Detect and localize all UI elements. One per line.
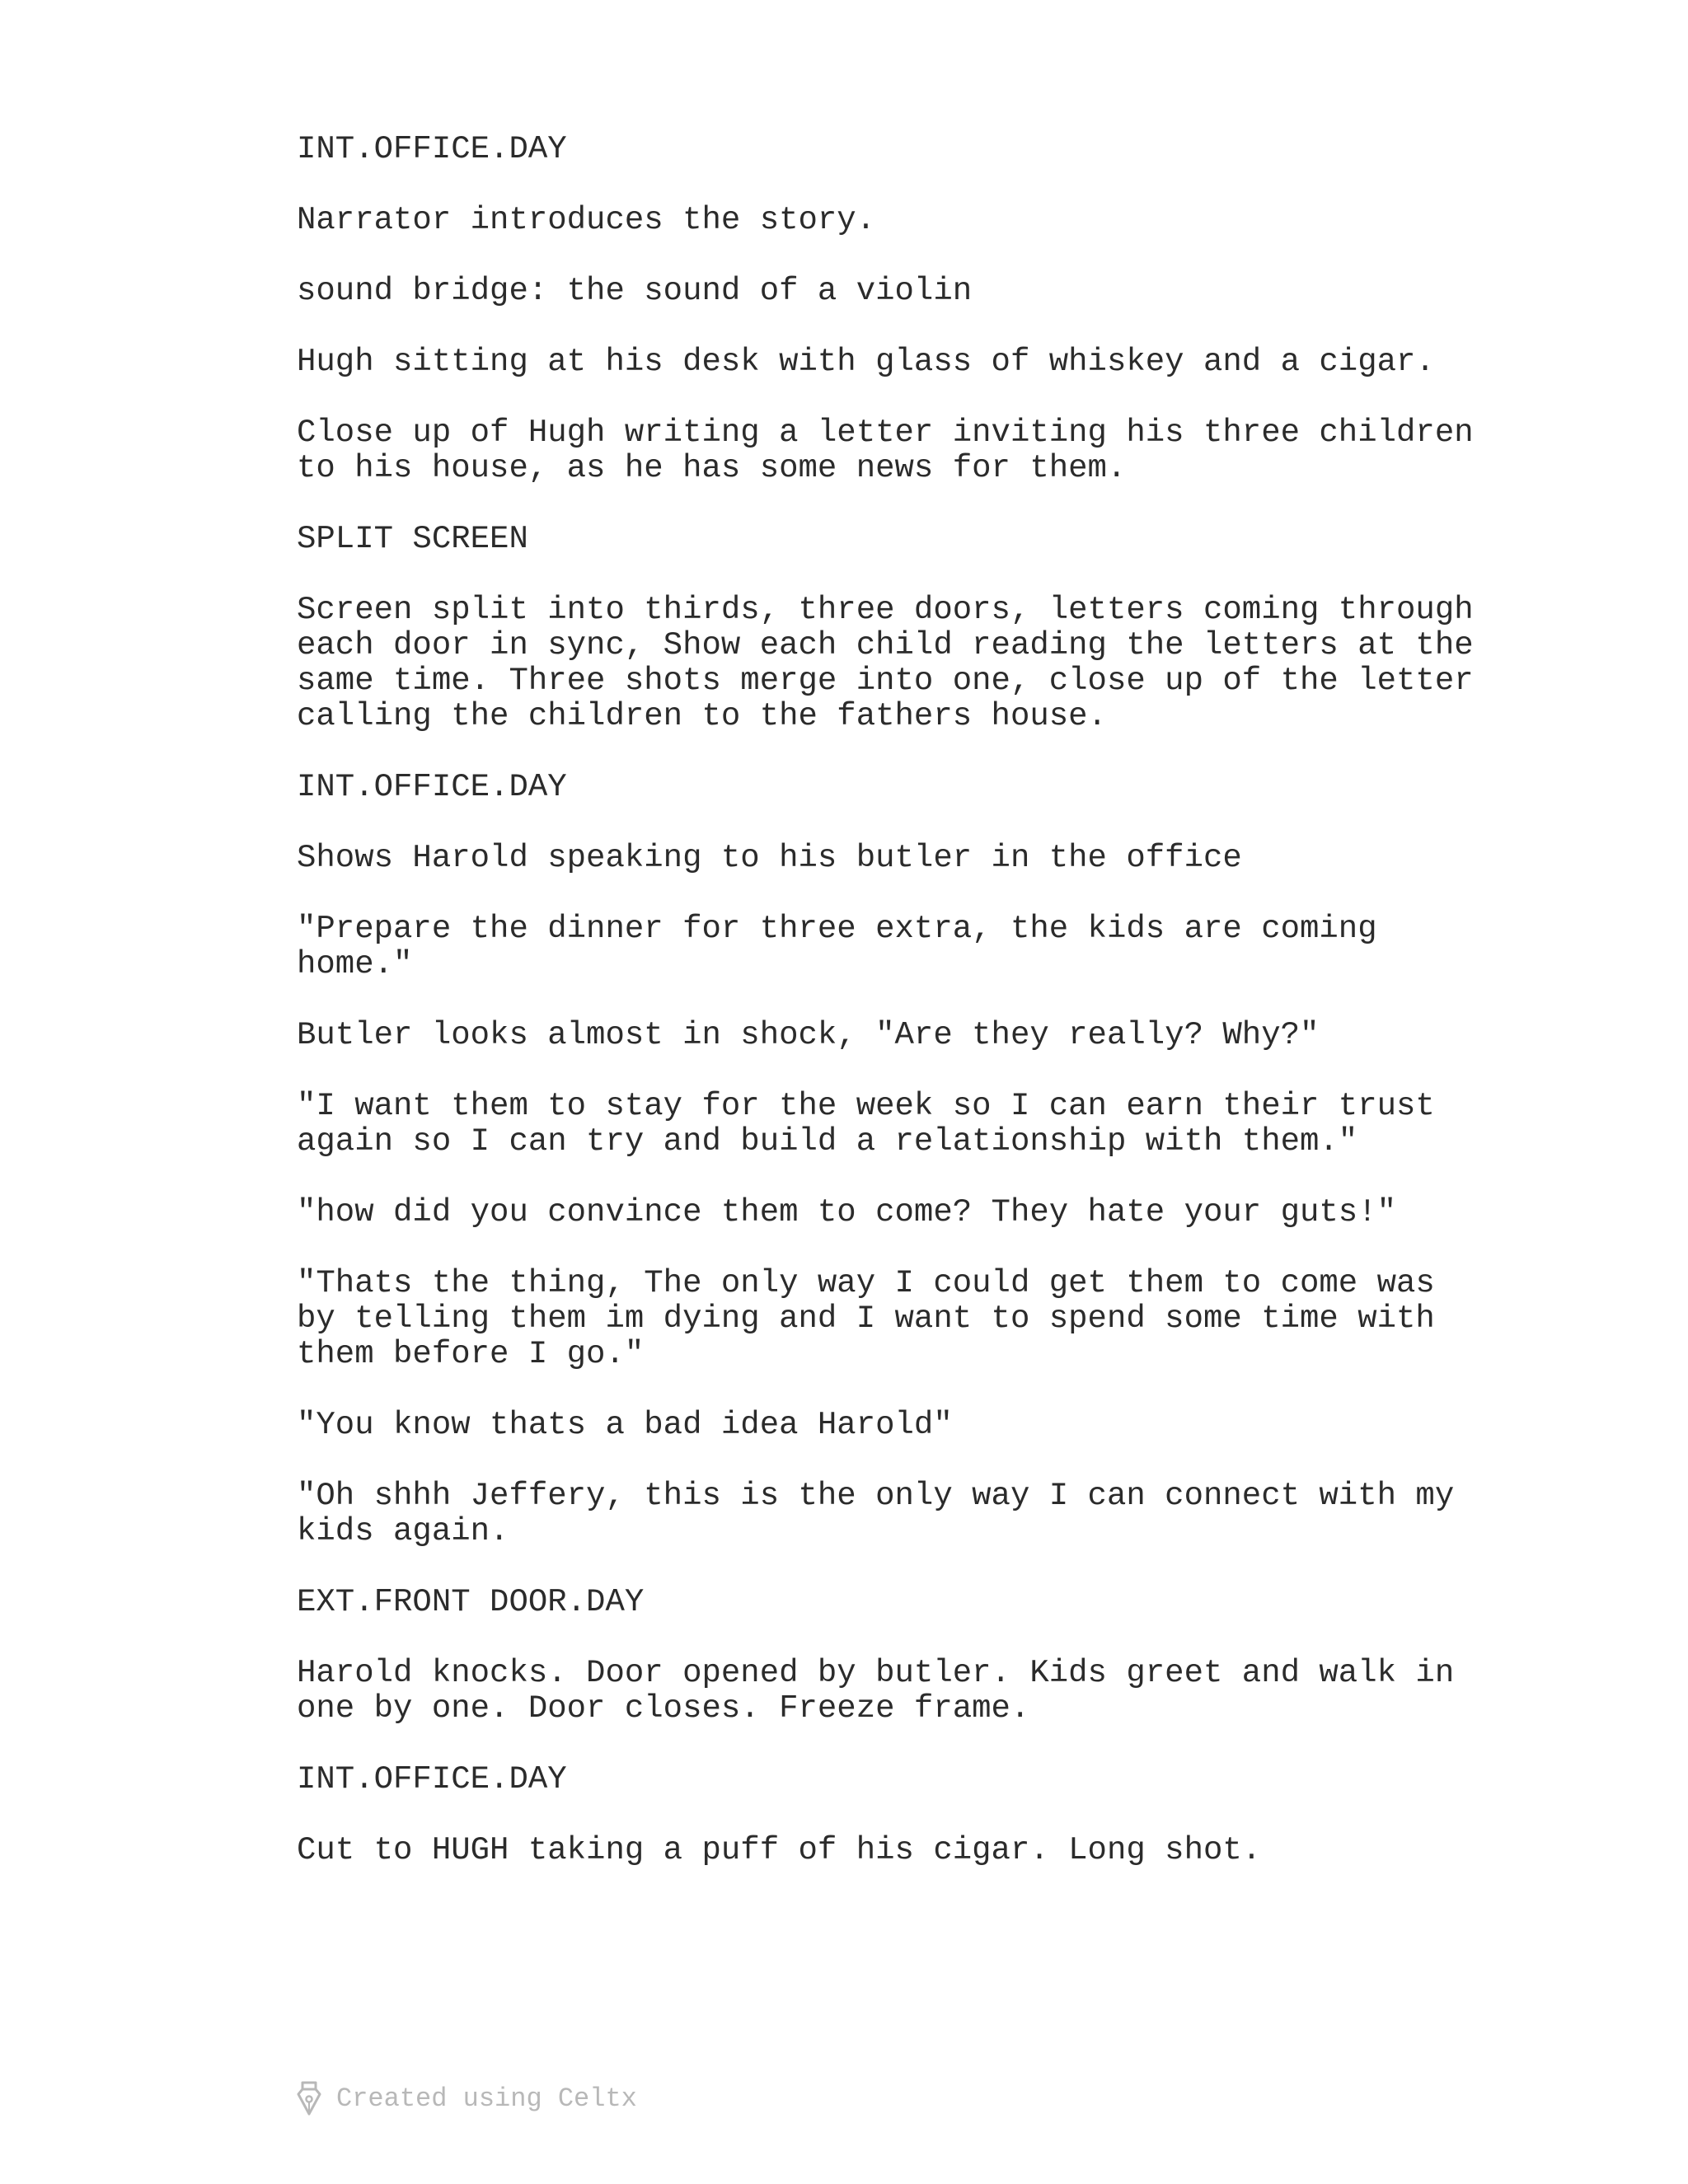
scene-heading: INT.OFFICE.DAY — [297, 1761, 567, 1797]
dialogue-line: "Prepare the dinner for three extra, the kids are coming home." — [297, 911, 1377, 982]
action-line: Harold knocks. Door opened by butler. Kids greet and walk in one by one. Door closes. Freeze frame. — [297, 1655, 1455, 1727]
dialogue-line: "You know thats a bad idea Harold" — [297, 1407, 953, 1443]
action-line: Butler looks almost in shock, "Are they really? Why?" — [297, 1017, 1320, 1053]
action-line: Shows Harold speaking to his butler in the office — [297, 840, 1242, 876]
action-line: sound bridge: the sound of a violin — [297, 273, 973, 309]
pen-nib-icon — [297, 2081, 321, 2116]
footer-text: Created using Celtx — [336, 2083, 637, 2114]
action-line: Close up of Hugh writing a letter inviting his three children to his house, as he has some news for them. — [297, 415, 1474, 486]
scene-heading: EXT.FRONT DOOR.DAY — [297, 1584, 645, 1620]
action-line: Hugh sitting at his desk with glass of whiskey and a cigar. — [297, 344, 1435, 380]
dialogue-line: "how did you convince them to come? They hate your guts!" — [297, 1194, 1397, 1230]
action-line: Cut to HUGH taking a puff of his cigar. Long shot. — [297, 1832, 1262, 1868]
screenplay-body — [297, 132, 1525, 1904]
transition: SPLIT SCREEN — [297, 521, 528, 557]
action-line: Screen split into thirds, three doors, letters coming through each door in sync, Show each child reading the letters at the same time. Three shots merge into one, close up of the letter calling the children to the fathers house. — [297, 592, 1474, 734]
celtx-watermark — [297, 2081, 637, 2116]
scene-heading: INT.OFFICE.DAY — [297, 769, 567, 805]
dialogue-line: "I want them to stay for the week so I can earn their trust again so I can try and build a relationship with them." — [297, 1088, 1435, 1160]
dialogue-line: "Oh shhh Jeffery, this is the only way I can connect with my kids again. — [297, 1478, 1455, 1549]
dialogue-line: "Thats the thing, The only way I could get them to come was by telling them im dying and I want to spend some time with them before I go." — [297, 1265, 1435, 1372]
action-line: Narrator introduces the story. — [297, 202, 876, 238]
scene-heading: INT.OFFICE.DAY — [297, 131, 567, 167]
